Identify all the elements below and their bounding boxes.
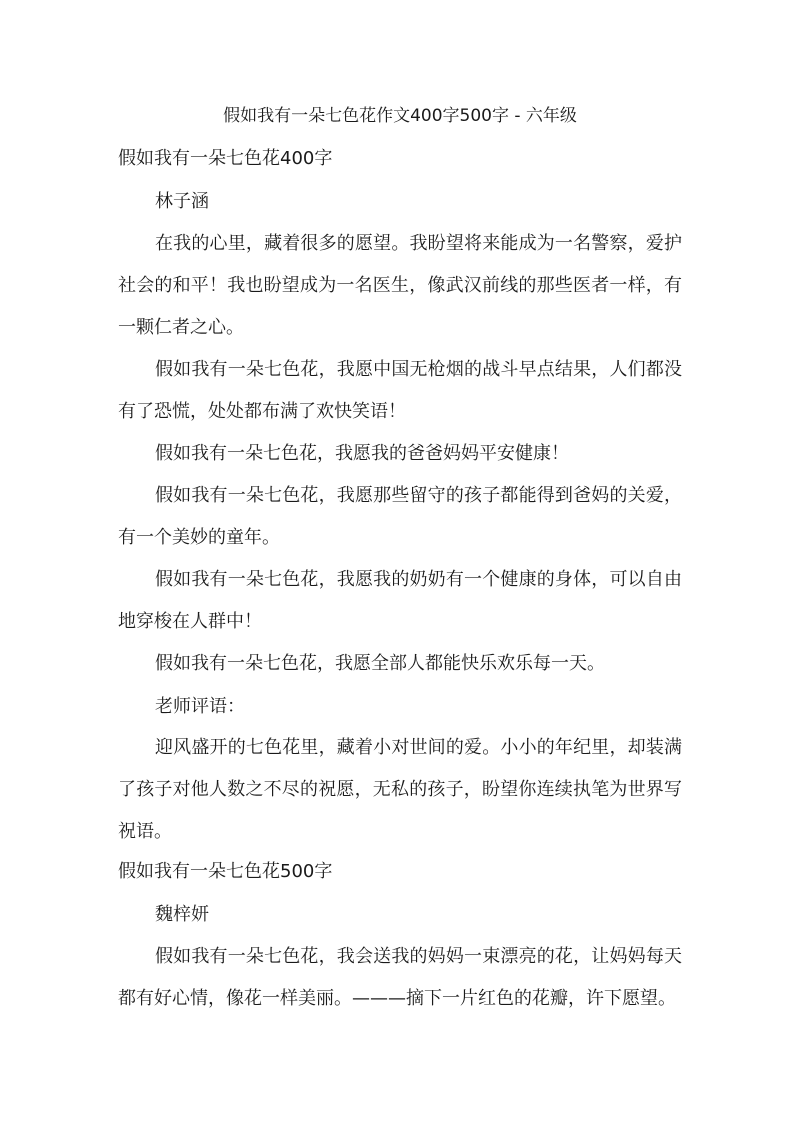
essay1-paragraph-4: 假如我有一朵七色花，我愿那些留守的孩子都能得到爸妈的关爱，有一个美妙的童年。 xyxy=(118,485,682,548)
document-title: 假如我有一朵七色花作文400字500字 - 六年级 xyxy=(223,106,577,126)
essay2-author: 魏梓妍 xyxy=(155,904,209,925)
essay1-paragraph-1: 在我的心里，藏着很多的愿望。我盼望将来能成为一名警察，爱护社会的和平！我也盼望成为一名医生，像武汉前线的那些医者一样，有一颗仁者之心。 xyxy=(118,233,682,338)
essay1-heading: 假如我有一朵七色花400字 xyxy=(118,148,333,169)
teacher-comment-label: 老师评语： xyxy=(155,696,245,717)
essay1-paragraph-5: 假如我有一朵七色花，我愿我的奶奶有一个健康的身体，可以自由地穿梭在人群中！ xyxy=(118,569,682,632)
essay1-paragraph-6: 假如我有一朵七色花，我愿全部人都能快乐欢乐每一天。 xyxy=(155,653,605,674)
essay2-heading: 假如我有一朵七色花500字 xyxy=(118,861,333,882)
essay1-paragraph-3: 假如我有一朵七色花，我愿我的爸爸妈妈平安健康！ xyxy=(155,443,569,464)
essay1-paragraph-2: 假如我有一朵七色花，我愿中国无枪烟的战斗早点结果，人们都没有了恐慌，处处都布满了欢快笑语！ xyxy=(118,359,682,422)
teacher-comment: 迎风盛开的七色花里，藏着小对世间的爱。小小的年纪里，却装满了孩子对他人数之不尽的祝愿，无私的孩子，盼望你连续执笔为世界写祝语。 xyxy=(118,737,682,842)
essay2-paragraph-1: 假如我有一朵七色花，我会送我的妈妈一束漂亮的花，让妈妈每天都有好心情，像花一样美丽。———摘下一片红色的花瓣，许下愿望。 xyxy=(118,946,682,1009)
essay1-author: 林子涵 xyxy=(155,191,209,212)
